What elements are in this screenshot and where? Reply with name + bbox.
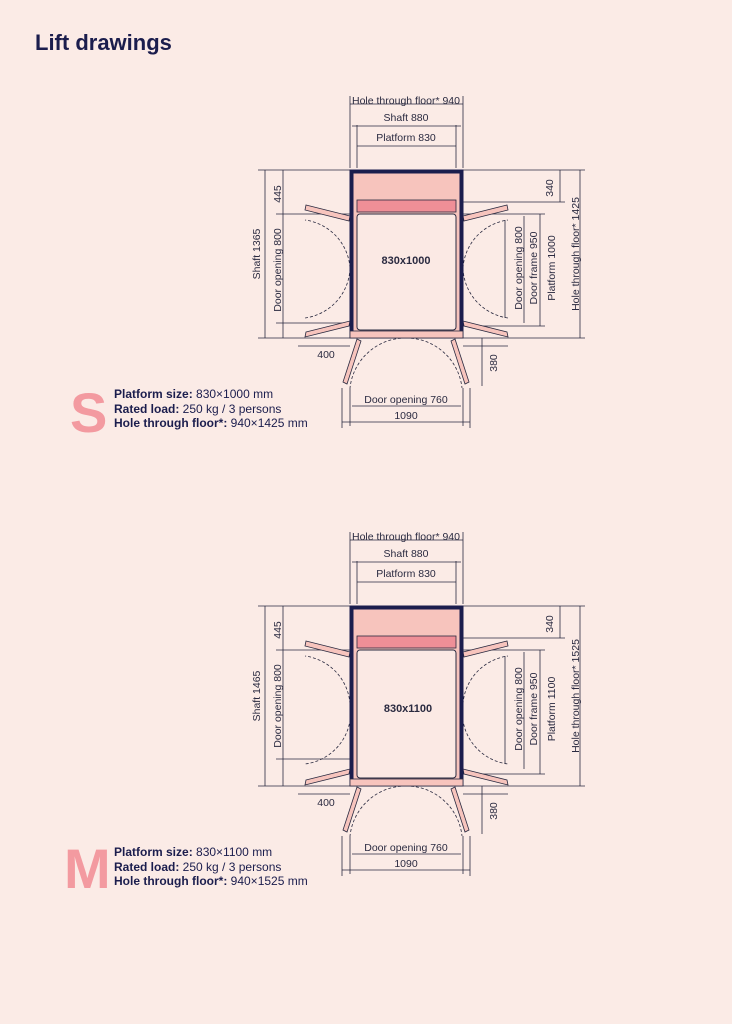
platform-size-label: 830x1000: [381, 255, 431, 267]
overall-width-label: 1090: [394, 410, 418, 422]
platform-depth-label: Platform 1100: [546, 676, 558, 742]
door-frame-label: Door frame 950: [528, 672, 540, 746]
lift-plan-s: [0, 88, 732, 548]
size-letter-m: M: [64, 837, 111, 900]
hole-depth-label: Hole through floor* 1525: [570, 639, 582, 753]
spec-block-m: [114, 845, 308, 889]
hole-key: Hole through floor*:: [114, 416, 228, 430]
rated-load-value: 250 kg / 3 persons: [179, 859, 282, 874]
lift-drawing-m: [0, 524, 732, 984]
platform-width-label: Platform 830: [376, 568, 436, 580]
hole-width-label: Hole through floor* 940: [352, 95, 460, 107]
door-opening-right-label: Door opening 800: [513, 226, 525, 310]
door-opening-left-label: Door opening 800: [272, 664, 284, 748]
platform-size-key: Platform size:: [114, 387, 193, 401]
shaft-width-label: Shaft 880: [383, 548, 429, 560]
front-door-label: Door opening 760: [364, 394, 448, 406]
rear-strip: [357, 636, 456, 648]
size-letter-s: S: [70, 381, 108, 444]
dim-445-label: 445: [272, 185, 284, 203]
door-opening-left-label: Door opening 800: [272, 228, 284, 312]
dim-340-label: 340: [544, 615, 556, 633]
shaft-top-area: [354, 610, 459, 636]
platform-size-value: 830×1100 mm: [192, 845, 273, 859]
hole-width-label: Hole through floor* 940: [352, 531, 460, 543]
shaft-top-area: [354, 174, 459, 200]
platform-width-label: Platform 830: [376, 132, 436, 144]
door-opening-right-label: Door opening 800: [513, 667, 525, 751]
hole-value: 940×1525 mm: [227, 874, 308, 888]
page-title: Lift drawings: [35, 30, 172, 55]
door-frame-label: Door frame 950: [528, 231, 540, 305]
front-door-label: Door opening 760: [364, 842, 448, 854]
hole-key: Hole through floor*:: [114, 874, 228, 888]
dim-400-label: 400: [317, 797, 335, 809]
shaft-width-label: Shaft 880: [383, 112, 429, 124]
platform-size-key: Platform size:: [114, 845, 193, 859]
shaft-height-label: Shaft 1365: [251, 228, 263, 280]
overall-width-label: 1090: [394, 858, 418, 870]
platform-size-label: 830x1100: [383, 703, 433, 715]
hole-value: 940×1425 mm: [227, 416, 308, 430]
lift-plan-m: [0, 524, 732, 984]
dim-380-label: 380: [488, 354, 500, 372]
dim-340-label: 340: [544, 179, 556, 197]
lift-drawing-s: [0, 88, 732, 548]
platform-s: [357, 214, 456, 330]
dim-400-label: 400: [317, 349, 335, 361]
platform-depth-label: Platform 1000: [546, 235, 558, 301]
rear-strip: [357, 200, 456, 212]
dim-380-label: 380: [488, 802, 500, 820]
dim-445-label: 445: [272, 621, 284, 639]
rated-load-key: Rated load:: [114, 859, 180, 874]
shaft-height-label: Shaft 1465: [251, 670, 263, 722]
rated-load-value: 250 kg / 3 persons: [179, 401, 282, 416]
platform-size-value: 830×1000 mm: [192, 387, 274, 401]
spec-block-s: [114, 387, 308, 431]
hole-depth-label: Hole through floor* 1425: [570, 197, 582, 311]
rated-load-key: Rated load:: [114, 401, 180, 416]
